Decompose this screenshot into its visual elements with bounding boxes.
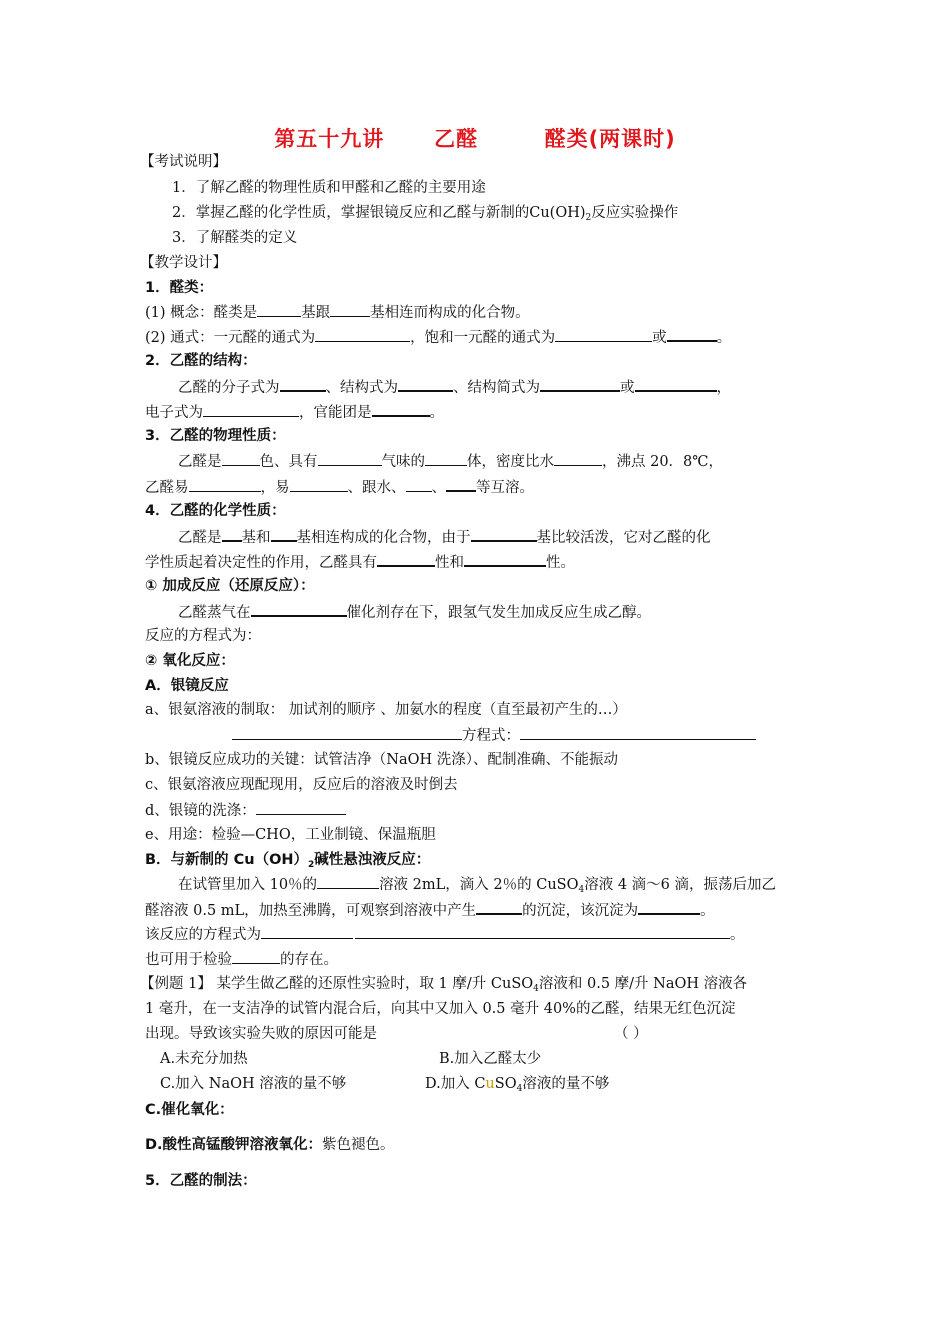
text-line: 醛溶液 0.5 mL，加热至沸腾，可观察到溶液中产生 的沉淀，该沉淀为 。 [145, 899, 715, 921]
text-line: 该反应的方程式为 。 [145, 924, 745, 945]
section-heading: ② 氧化反应： [145, 653, 235, 669]
text-line: 乙醛的分子式为 、结构式为 、结构简式为 或 ， [178, 376, 731, 398]
title-subtopic: 醛类(两课时) [544, 127, 676, 151]
example-line: 出现。导致该实验失败的原因可能是 [145, 1026, 377, 1042]
text-line: (2) 通式：一元醛的通式为 ，饱和一元醛的通式为 或 。 [145, 326, 731, 348]
text-line: 反应的方程式为： [145, 628, 261, 644]
text-line: 方程式： [232, 725, 756, 746]
text-line: (1) 概念：醛类是 基跟 基相连而构成的化合物。 [145, 302, 530, 323]
section-heading: 3．乙醛的物理性质： [145, 428, 286, 444]
subsection-heading: B．与新制的 $Cu(OH)_2$碱性悬浊液反应： [145, 852, 431, 870]
option-b: B.加入乙醛太少 [439, 1051, 542, 1067]
text-line: D.酸性高锰酸钾溶液氧化：紫色褪色。 [145, 1137, 395, 1153]
text-line: 乙醛易 ，易 、跟水、 、 等互溶。 [145, 476, 534, 498]
answer-paren: （ ） [614, 1026, 648, 1042]
text-line: 电子式为 ，官能团是 。 [145, 401, 444, 423]
teach-header: 【教学设计】 [140, 255, 227, 271]
text-line: a、银氨溶液的制取： 加试剂的顺序 、加氨水的程度（直至最初产生的…） [145, 702, 627, 718]
text-line: d、银镜的洗涤： [145, 800, 346, 821]
text-line: 在试管里加入 10％的 溶液 2mL，滴入 2％的 CuSO$_4$溶液 4 滴～6 滴，振荡后加乙 [178, 874, 776, 900]
subsection-heading: C.催化氧化： [145, 1102, 234, 1118]
exam-header: 【考试说明】 [140, 154, 227, 170]
text-line: 乙醛是 基和 基相连构成的化合物，由于 基比较活泼，它对乙醛的化 [178, 526, 711, 548]
text-line: 乙醛是 色、具有 气味的 体，密度比水 ，沸点 20．8℃， [178, 451, 723, 472]
section-heading: ① 加成反应（还原反应）： [145, 578, 315, 594]
text-line: e、用途：检验—CHO，工业制镜、保温瓶胆 [145, 827, 436, 843]
subsection-heading: A．银镜反应 [145, 678, 229, 694]
option-a: A.未充分加热 [160, 1051, 248, 1067]
exam-item: 1．了解乙醛的物理性质和甲醛和乙醛的主要用途 [172, 180, 486, 196]
section-heading: 5．乙醛的制法： [145, 1173, 257, 1189]
section-heading: 2．乙醛的结构： [145, 353, 257, 369]
title-lecture: 第五十九讲 [274, 127, 385, 151]
section-heading: 4．乙醛的化学性质： [145, 503, 286, 519]
option-c: C.加入 NaOH 溶液的量不够 [160, 1076, 347, 1092]
title-topic: 乙醛 [434, 127, 479, 151]
text-line: 乙醛蒸气在 催化剂存在下，跟氢气发生加成反应生成乙醇。 [178, 601, 651, 623]
text-line: 也可用于检验 的存在。 [145, 949, 338, 970]
text-line: c、银氨溶液应现配现用，反应后的溶液及时倒去 [145, 777, 458, 793]
page-title [0, 123, 950, 153]
section-heading: 1．醛类： [145, 280, 214, 296]
exam-item: 3．了解醛类的定义 [172, 230, 298, 246]
text-line: b、银镜反应成功的关键：试管洁净（NaOH 洗涤）、配制准确、不能振动 [145, 752, 619, 768]
text-line: 学性质起着决定性的作用，乙醛具有 性和 性。 [145, 551, 575, 573]
exam-item: 2．掌握乙醛的化学性质，掌握银镜反应和乙醛与新制的$Cu(OH)_2$反应实验操作 [172, 205, 679, 223]
example-line: 1 毫升，在一支洁净的试管内混合后，向其中又加入 0.5 毫升 40%的乙醛，结果无红色沉淀 [145, 1001, 736, 1017]
example-line: 【例题 1】 某学生做乙醛的还原性实验时，取 1 摩/升 CuSO$_4$溶液和 0.5 摩/升 NaOH 溶液各 [140, 976, 748, 994]
option-d: D.加入 CuSO$_4$溶液的量不够 [425, 1076, 610, 1094]
